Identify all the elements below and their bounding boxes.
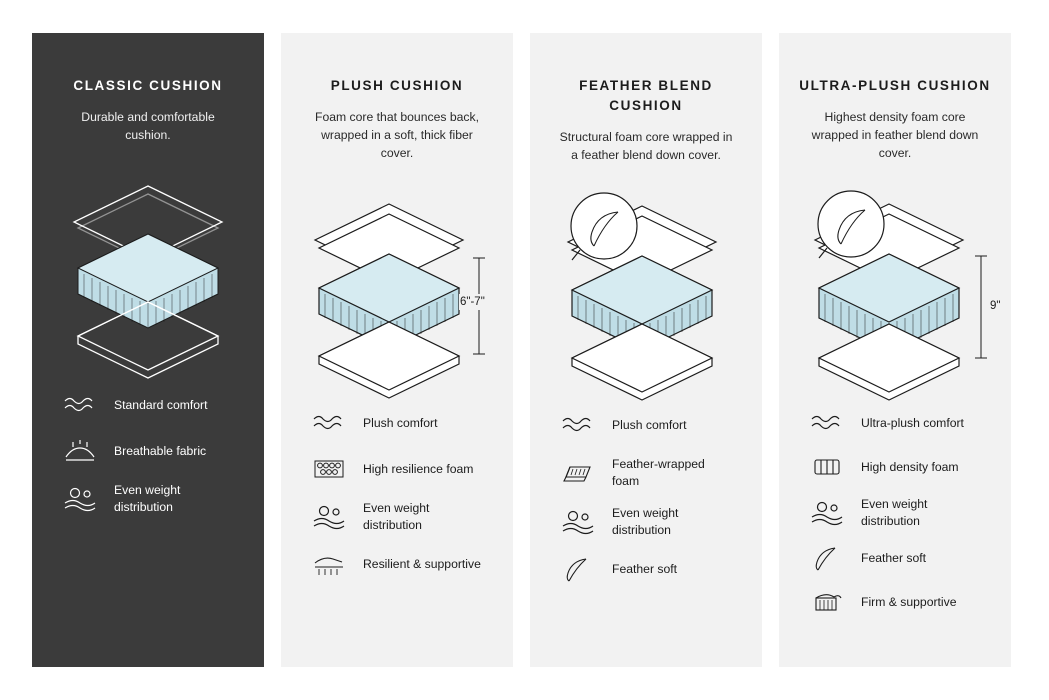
cushion-layer-illustration [281, 172, 513, 402]
leaf-badge-icon [571, 193, 637, 260]
card-title: CLASSIC CUSHION [73, 78, 223, 93]
cushion-card-ultra-plush[interactable] [779, 33, 1011, 667]
cushion-card-plush[interactable] [281, 33, 513, 667]
even-weight-distribution-icon [309, 502, 349, 532]
dimension-label: 9" [990, 300, 1001, 312]
dimension-label: 6"-7" [460, 296, 485, 308]
feature-label: High density foam [861, 459, 959, 474]
feature-label: Even weight distribution [612, 506, 679, 537]
feature-label: Even weight distribution [114, 483, 181, 514]
card-title: FEATHER BLEND CUSHION [579, 78, 713, 113]
honeycomb-foam-icon [309, 454, 349, 484]
feather-soft-icon [807, 543, 847, 573]
feature-label: Feather soft [612, 561, 678, 576]
feature-item [558, 554, 748, 584]
wave-comfort-icon [807, 408, 847, 438]
feature-list [807, 408, 997, 617]
feature-item [558, 410, 748, 440]
feather-soft-icon [558, 554, 598, 584]
feature-label: Resilient & supportive [363, 556, 481, 571]
card-subtitle: Durable and comfortable cushion. [81, 110, 215, 142]
cushion-layer-illustration [530, 174, 762, 404]
feature-item [60, 390, 250, 420]
wave-comfort-icon [558, 410, 598, 440]
resilient-support-icon [309, 549, 349, 579]
feature-item [60, 482, 250, 515]
card-subtitle: Highest density foam core wrapped in feather blend down cover. [811, 110, 979, 160]
wave-comfort-icon [309, 408, 349, 438]
feature-item [309, 549, 499, 579]
card-title: PLUSH CUSHION [330, 78, 464, 93]
feature-label: Ultra-plush comfort [861, 415, 964, 430]
feature-item [807, 496, 997, 529]
cushion-card-classic[interactable] [32, 33, 264, 667]
feature-label: Breathable fabric [114, 443, 207, 458]
feature-item [309, 500, 499, 533]
feature-label: Feather soft [861, 550, 927, 565]
card-title: ULTRA-PLUSH CUSHION [799, 78, 991, 93]
feature-item [309, 454, 499, 484]
feature-label: Plush comfort [612, 417, 687, 432]
firm-supportive-icon [807, 587, 847, 617]
wave-comfort-icon [60, 390, 100, 420]
feature-item [807, 452, 997, 482]
feature-label: Standard comfort [114, 397, 208, 412]
feature-label: Even weight distribution [363, 501, 430, 532]
feature-item [807, 408, 997, 438]
feature-item [558, 505, 748, 538]
feature-label: Plush comfort [363, 415, 438, 430]
cushion-layer-illustration [32, 154, 264, 384]
feather-wrapped-foam-icon [558, 458, 598, 488]
feature-label: Firm & supportive [861, 594, 957, 609]
even-weight-distribution-icon [558, 507, 598, 537]
card-subtitle: Foam core that bounces back, wrapped in a soft, thick fiber cover. [315, 110, 479, 160]
feature-item [60, 436, 250, 466]
feature-list [60, 390, 250, 515]
feature-item [558, 456, 748, 489]
card-subtitle: Structural foam core wrapped in a feather blend down cover. [559, 130, 733, 162]
feature-label: High resilience foam [363, 461, 474, 476]
feature-list [558, 410, 748, 584]
feature-label: Even weight distribution [861, 497, 928, 528]
feature-label: Feather-wrapped foam [612, 457, 705, 488]
even-weight-distribution-icon [60, 484, 100, 514]
feature-list [309, 408, 499, 579]
feature-item [309, 408, 499, 438]
breathable-fabric-icon [60, 436, 100, 466]
even-weight-distribution-icon [807, 498, 847, 528]
cushion-card-feather-blend[interactable] [530, 33, 762, 667]
feature-item [807, 543, 997, 573]
cushion-layer-illustration [779, 172, 1011, 402]
leaf-badge-icon [818, 191, 884, 258]
high-density-foam-icon [807, 452, 847, 482]
feature-item [807, 587, 997, 617]
